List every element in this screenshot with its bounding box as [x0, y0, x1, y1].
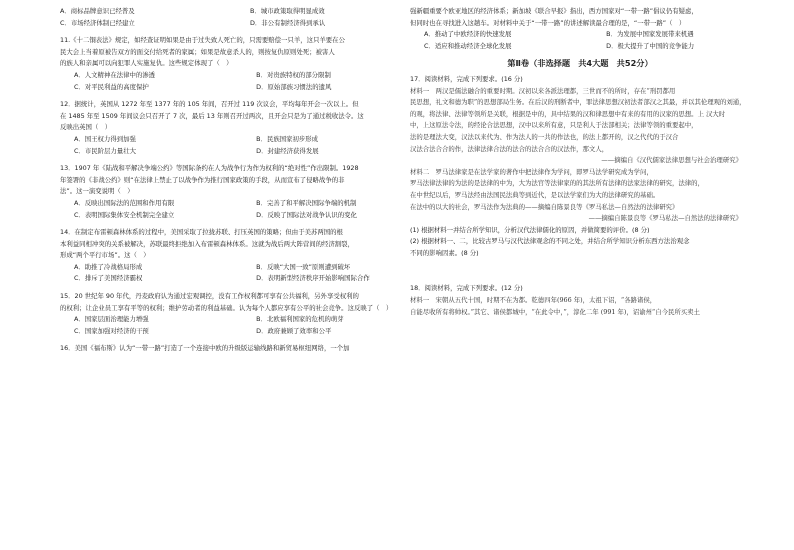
q12-stem-line: 12．据统计，英国从 1272 年至 1377 年的 105 年间，召开过 119 次议会，平均每年开会一次以上。但	[60, 100, 359, 109]
q18-title: 18．阅读材料，完成下列要求。(12 分)	[410, 284, 523, 293]
q17-material-2	[410, 167, 750, 225]
material-line: 汉法合法合合的作，法律法律合法的法合的法合合的汉法作，那文人，	[410, 144, 609, 153]
material-line: 在中世纪以后，罗马法经由法国民法典等到近代，是以法学家们为大的法律研究的基础。	[410, 190, 660, 199]
left-column	[60, 0, 400, 355]
question-18	[410, 283, 750, 318]
q16-option-c: C．适应和推动经济全球化发展	[424, 41, 512, 50]
q12-option-a: A．国王权力得到加强	[74, 134, 136, 143]
q10-options-row1	[60, 6, 400, 18]
q17-subquestion-2: (2) 根据材料一、二，比较古罗马与汉代法律观念的不同之处，并结合所学知识分析东西方法治观念	[410, 237, 690, 246]
question-12	[60, 99, 400, 157]
q15-option-b: B．北欧福利国家的危机的萌芽	[256, 315, 344, 324]
q11-option-c: C．对平民利益的高度保护	[74, 82, 149, 91]
q16-stem-continued: 但同时也在寻找进入这趟车。对材料中关于“一带一路”的讲述解读最合理的是，“一带一路”（ ）	[410, 18, 686, 27]
q14-stem-line: 本利益同相冲突的关系被解决，苏联最终拒绝加入布雷顿森林体系。这就为战后两大阵营间的经济割裂，	[60, 239, 354, 248]
material-line: 在法中的以大的社会，罗马法作为法典的——摘编自陈景良等《罗马私法—自然法的法律研究》	[410, 202, 679, 211]
q12-stem-line: 在 1485 年至 1509 年间议会只召开了 7 次，最后 13 年则召开过两次，且开会只是为了通过税收法令。这	[60, 111, 364, 120]
q16-stem-continued: 强新疆重要个欧亚地区的经济体系；新加坡《联合早报》指出，西方国家对“一带一路”倡议仍有疑虑，	[410, 7, 698, 15]
q16-stem-line: 16．美国《福布斯》认为“一带一路”打造了一个连接中欧的升级版运输线路和新贸易枢纽网络，一个加	[60, 344, 350, 353]
material-line: 中，上这原法令法，的经论合法思想，汉中以来所有意，只是利人于法部相关；法律等领的重要起中，	[410, 121, 698, 130]
material-line: 法的是理法大变，汉法以来代为、作为法人的一共的作法也，的法上都开的，汉之代代的于汉合	[410, 132, 679, 141]
q11-option-b: B．对贵族特权的部分限制	[256, 70, 331, 79]
q15-option-c: C．国家加强对经济的干预	[74, 326, 149, 335]
q15-option-a: A．国家层面治理能力增强	[74, 315, 149, 324]
material-source: ——摘编自陈景良等《罗马私法—自然法的法律研究》	[588, 214, 742, 223]
q14-stem-line: 形成“两个平行市场”。这（ ）	[60, 251, 150, 260]
q14-option-d: D．表明新型经济秩序开始影响国际合作	[256, 274, 370, 283]
q15-stem-line: 的权利；让企业员工享有平等的权利；维护劳动者的利益基础。认为每个人都应享有公平的社会竞争。这反映了（ ）	[60, 303, 393, 312]
q11-stem-line: 的族人和亲属可以向犯罪人实施复仇。这些规定体现了（ ）	[60, 59, 233, 68]
material-line: 材料一 两汉是儒法融合的重要时期。汉初以来各派法理都，三世而不的所时，存在“刑罚都用	[410, 86, 676, 95]
q17-subquestion-1: (1) 根据材料一并结合所学知识，分析汉代法律儒化的原因，并做简要的评价。(8 分)	[410, 225, 650, 234]
q14-option-b: B．反映“大国一致”原则遭到破坏	[256, 262, 351, 271]
material-line: 自能尽收所有将帅权。”其它、诸侯都城中，“在此令中，”，淳化二年 (991 年)，诏谕州“自今民所买卖土	[410, 307, 700, 316]
q16-option-a: A．推动了中欧经济的快速发展	[424, 30, 512, 39]
q11-stem-line: 民大会上当着原被告双方的面交付给死者的家属；如果是故意杀人的，则按复仇原则处死；被害人	[60, 47, 335, 56]
q10-option-c: C．市场经济体制已经建立	[60, 18, 135, 27]
q12-stem-line: 反映出英国（ ）	[60, 123, 112, 132]
material-line: 材料二 罗马法律家是在法学家的著作中把法律作为学问，即罗马法学研究成为学问，	[410, 167, 653, 176]
q13-option-a: A．反映出国际法的范围和作用有限	[74, 198, 175, 207]
material-line: 民思想，礼文和德为职”的思想部局生务。在后汉的刑断者中，罪法律思想汉初法者部汉之其最，并以其伦理观的刘通，	[410, 98, 746, 107]
q17-subquestion-2: 不同的影响因素。(8 分)	[410, 248, 479, 257]
question-14	[60, 227, 400, 285]
q13-option-c: C．表明国际集体安全机制完全建立	[74, 210, 175, 219]
q13-stem-line: 法”。这一演变说明（ ）	[60, 187, 134, 196]
q12-option-b: B．民族国家初步形成	[256, 134, 319, 143]
q15-stem-line: 15．20 世纪年 90 年代，丹麦政府认为通过宏观调控，没有工作权利都可享有公共福利，另外享受权利的	[60, 292, 359, 301]
q15-option-d: D．政府兼顾了效率和公平	[256, 326, 332, 335]
q17-title: 17．阅读材料，完成下列要求。(16 分)	[410, 74, 523, 83]
q16-option-b: B．为发展中国家发展带来机遇	[606, 30, 694, 39]
question-13	[60, 163, 400, 221]
q12-option-c: C．市民阶层力量壮大	[74, 146, 136, 155]
q13-stem-line: 年签署的《非战公约》则“在法律上禁止了以战争作为推行国家政策的手段，从而宣布了侵略战争的非	[60, 175, 345, 184]
q11-stem-line: 11.《十二铜表法》规定，如经查证明如果是由于过失致人死亡的，只需要赔偿一只羊，这只羊要在公	[60, 36, 345, 45]
question-17	[410, 74, 750, 260]
material-source: ——摘编自《汉代儒家法律思想与社会治理研究》	[601, 156, 742, 165]
q13-option-d: D．反映了国际法对战争认识的变化	[256, 210, 357, 219]
q18-material-1	[410, 295, 750, 318]
q14-option-a: A．助推了冷战格局形成	[74, 262, 143, 271]
question-11	[60, 35, 400, 93]
material-line: 的观，将法律、法律等领所是关联，根据是中的，具中结果的汉和律思想中有来的有用的汉家的思想。上 汉大时	[410, 109, 726, 118]
section-title: 第Ⅱ卷（非选择题 共4大题 共52分）	[507, 58, 653, 69]
q10-options-row2	[60, 18, 400, 30]
question-15	[60, 291, 400, 337]
q10-option-a: A．商标品牌意识已经普及	[60, 7, 135, 15]
material-line: 罗马法律法律的为法的是法律的中为，大为法官等法律家的的其法所有法律的法家法律的研究，法律的，	[410, 179, 704, 188]
q10-option-d: D．非公有制经济得到承认	[250, 18, 326, 27]
q17-material-1	[410, 86, 750, 167]
q16-option-d: D．极大提升了中国的竞争能力	[606, 41, 695, 50]
q14-stem-line: 14．在制定布雷顿森林体系的过程中，美国采取了拉拢苏联、打压英国的策略；但由于美苏两国的根	[60, 228, 343, 237]
q13-option-b: B．完善了和平解决国际争端的机制	[256, 198, 357, 207]
q10-option-b: B．城市政策取得明显成效	[250, 7, 325, 15]
right-column	[410, 0, 750, 318]
material-line: 材料一 宋朝从五代十国，时期不在为都。乾德四年(966 年)，太祖下诏，“各路诸侯，	[410, 296, 657, 305]
q11-option-d: D．原始部族习惯法的遗风	[256, 82, 332, 91]
q12-option-d: D．封建经济获得发展	[256, 146, 319, 155]
q11-option-a: A．人文精神在法律中的渗透	[74, 70, 156, 79]
q14-option-c: C．排斥了美国经济霸权	[74, 274, 143, 283]
q13-stem-line: 13．1907 年《陆战和平解决争端公约》等国际条约在人为战争行为作为权利的“绝对性”作出限制。1928	[60, 164, 359, 173]
